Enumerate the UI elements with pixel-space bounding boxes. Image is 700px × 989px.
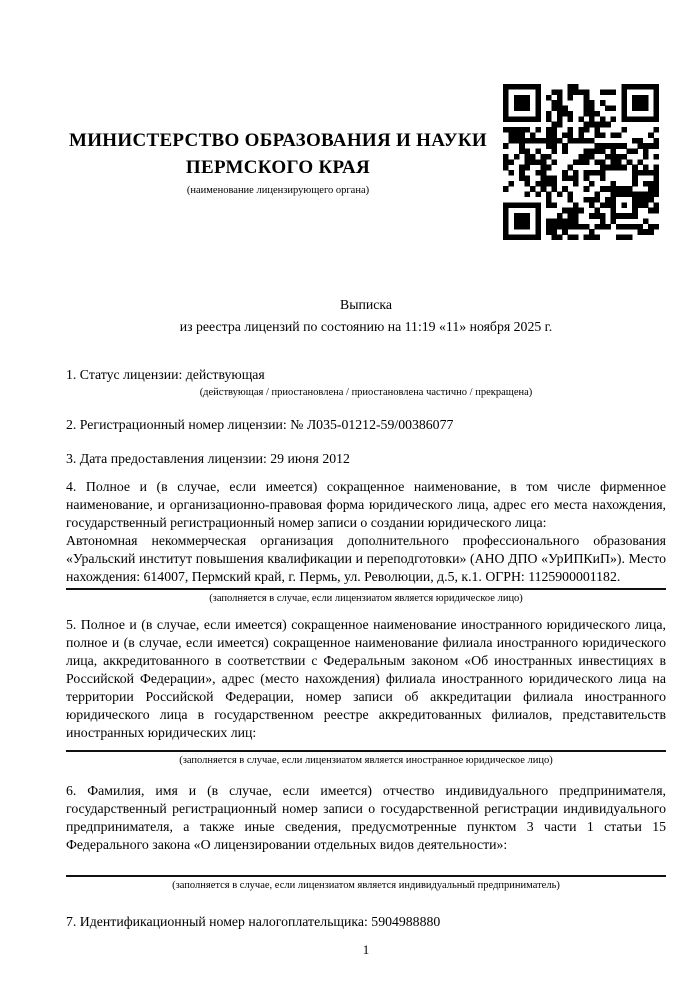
section-6-note: (заполняется в случае, если лицензиатом является индивидуальный предприниматель)	[66, 875, 666, 893]
document-title-line1: Выписка	[340, 297, 392, 312]
qr-code-image	[503, 84, 659, 240]
ministry-caption: (наименование лицензирующего органа)	[186, 185, 370, 196]
ministry-name-line2: ПЕРМСКОГО КРАЯ	[185, 157, 371, 178]
section-6-label: 6. Фамилия, имя и (в случае, если имеется) отчество индивидуального предпринимателя, государственный регистрационный номер записи о государственной регистрации индивидуального предпринимателя, а также иные сведения, предусмотренные пунктом 3 части 1 статьи 15 Федерального закона «О лицензировании отдельных видов деятельности»:	[66, 783, 666, 852]
section-2-registration-number: 2. Регистрационный номер лицензии: № Л035-01212-59/00386077	[66, 417, 454, 432]
qr-code	[503, 84, 659, 240]
section-3-grant-date: 3. Дата предоставления лицензии: 29 июня 2012	[66, 451, 350, 466]
document-title	[66, 294, 666, 338]
section-5-note: (заполняется в случае, если лицензиатом является иностранное юридическое лицо)	[66, 750, 666, 768]
section-1-license-status: 1. Статус лицензии: действующая	[66, 367, 265, 382]
section-1-note: (действующая / приостановлена / приостановлена частично / прекращена)	[199, 387, 533, 398]
section-4-legal-entity	[66, 478, 666, 606]
document-body	[66, 294, 666, 959]
document-title-line2: из реестра лицензий по состоянию на 11:19 «11» ноября 2025 г.	[179, 319, 553, 334]
ministry-name-line1: МИНИСТЕРСТВО ОБРАЗОВАНИЯ И НАУКИ	[68, 130, 488, 151]
section-5-label: 5. Полное и (в случае, если имеется) сокращенное наименование иностранного юридического лица, полное и (в случае, если имеется) сокращенное наименование филиала иностранного юридического лица, аккредитованного в соответствии с Федеральным законом «Об иностранных инвестициях в Российской Федерации», адрес (место нахождения) филиала иностранного юридического лица на территории Российской Федерации, номер записи об аккредитации филиала иностранного юридического лица в государственном реестре аккредитованных филиалов, представительств иностранных юридических лиц:	[66, 617, 666, 740]
section-4-value: Автономная некоммерческая организация дополнительного профессионального образования «Уральский институт повышения квалификации и переподготовки» (АНО ДПО «УрИПКиП»). Место нахождения: 614007, Пермский край, г. Пермь, ул. Революции, д.5, к.1. ОГРН: 1125900001182.	[66, 533, 666, 584]
licensing-authority-header	[66, 127, 490, 197]
section-4-label: 4. Полное и (в случае, если имеется) сокращенное наименование, в том числе фирменное наименование, и организационно-правовая форма юридического лица, адрес его места нахождения, государственный регистрационный номер записи о создании юридического лица:	[66, 479, 666, 530]
section-4-note: (заполняется в случае, если лицензиатом является юридическое лицо)	[66, 588, 666, 606]
page-number: 1	[362, 942, 370, 957]
section-7-taxpayer-number: 7. Идентификационный номер налогоплательщика: 5904988880	[66, 914, 441, 929]
section-5-foreign-entity	[66, 616, 666, 768]
section-6-individual-entrepreneur	[66, 782, 666, 893]
ministry-name	[66, 127, 490, 181]
